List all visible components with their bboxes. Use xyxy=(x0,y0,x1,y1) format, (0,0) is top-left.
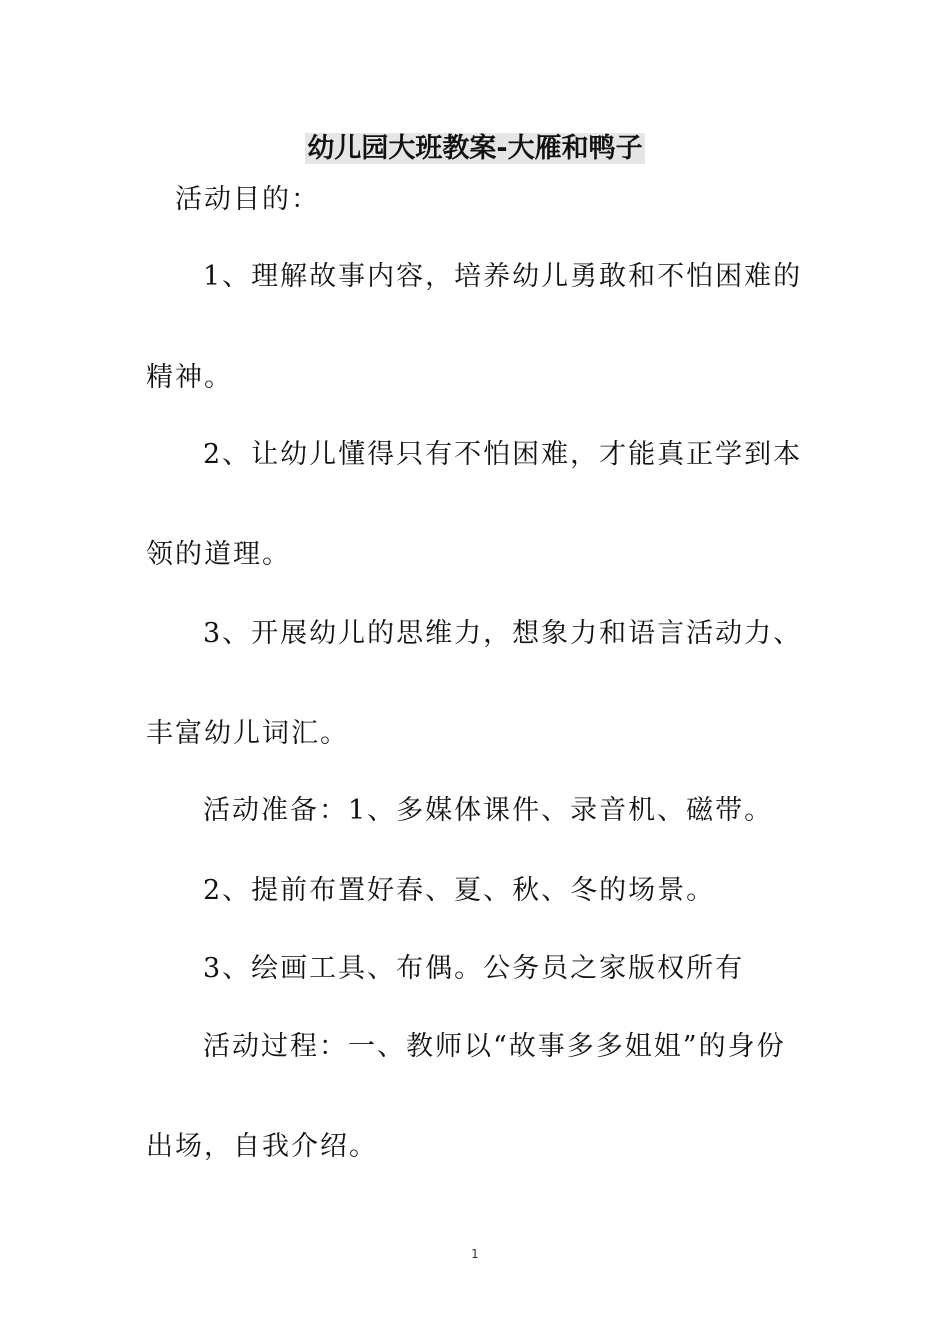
paragraph-line: 2、提前布置好春、夏、秋、冬的场景。 xyxy=(203,875,716,906)
document-title: 幼儿园大班教案-大雁和鸭子 xyxy=(307,133,643,164)
paragraph-line: 1、理解故事内容，培养幼儿勇敢和不怕困难的 xyxy=(203,261,803,292)
paragraph-line: 2、让幼儿懂得只有不怕困难，才能真正学到本 xyxy=(203,439,803,470)
paragraph-line: 出场，自我介绍。 xyxy=(146,1131,378,1162)
section-heading-process: 活动过程：一、教师以“故事多多姐姐”的身份 xyxy=(203,1031,786,1062)
section-heading-preparation: 活动准备：1、多媒体课件、录音机、磁带。 xyxy=(203,795,774,826)
paragraph-line: 丰富幼儿词汇。 xyxy=(146,718,349,749)
paragraph-line: 3、绘画工具、布偶。公务员之家版权所有 xyxy=(203,953,745,984)
paragraph-line: 3、开展幼儿的思维力，想象力和语言活动力、 xyxy=(203,618,803,649)
paragraph-line: 领的道理。 xyxy=(146,539,291,570)
section-heading-objectives: 活动目的： xyxy=(175,184,320,215)
page-number: 1 xyxy=(471,1247,479,1261)
paragraph-line: 精神。 xyxy=(146,362,233,393)
